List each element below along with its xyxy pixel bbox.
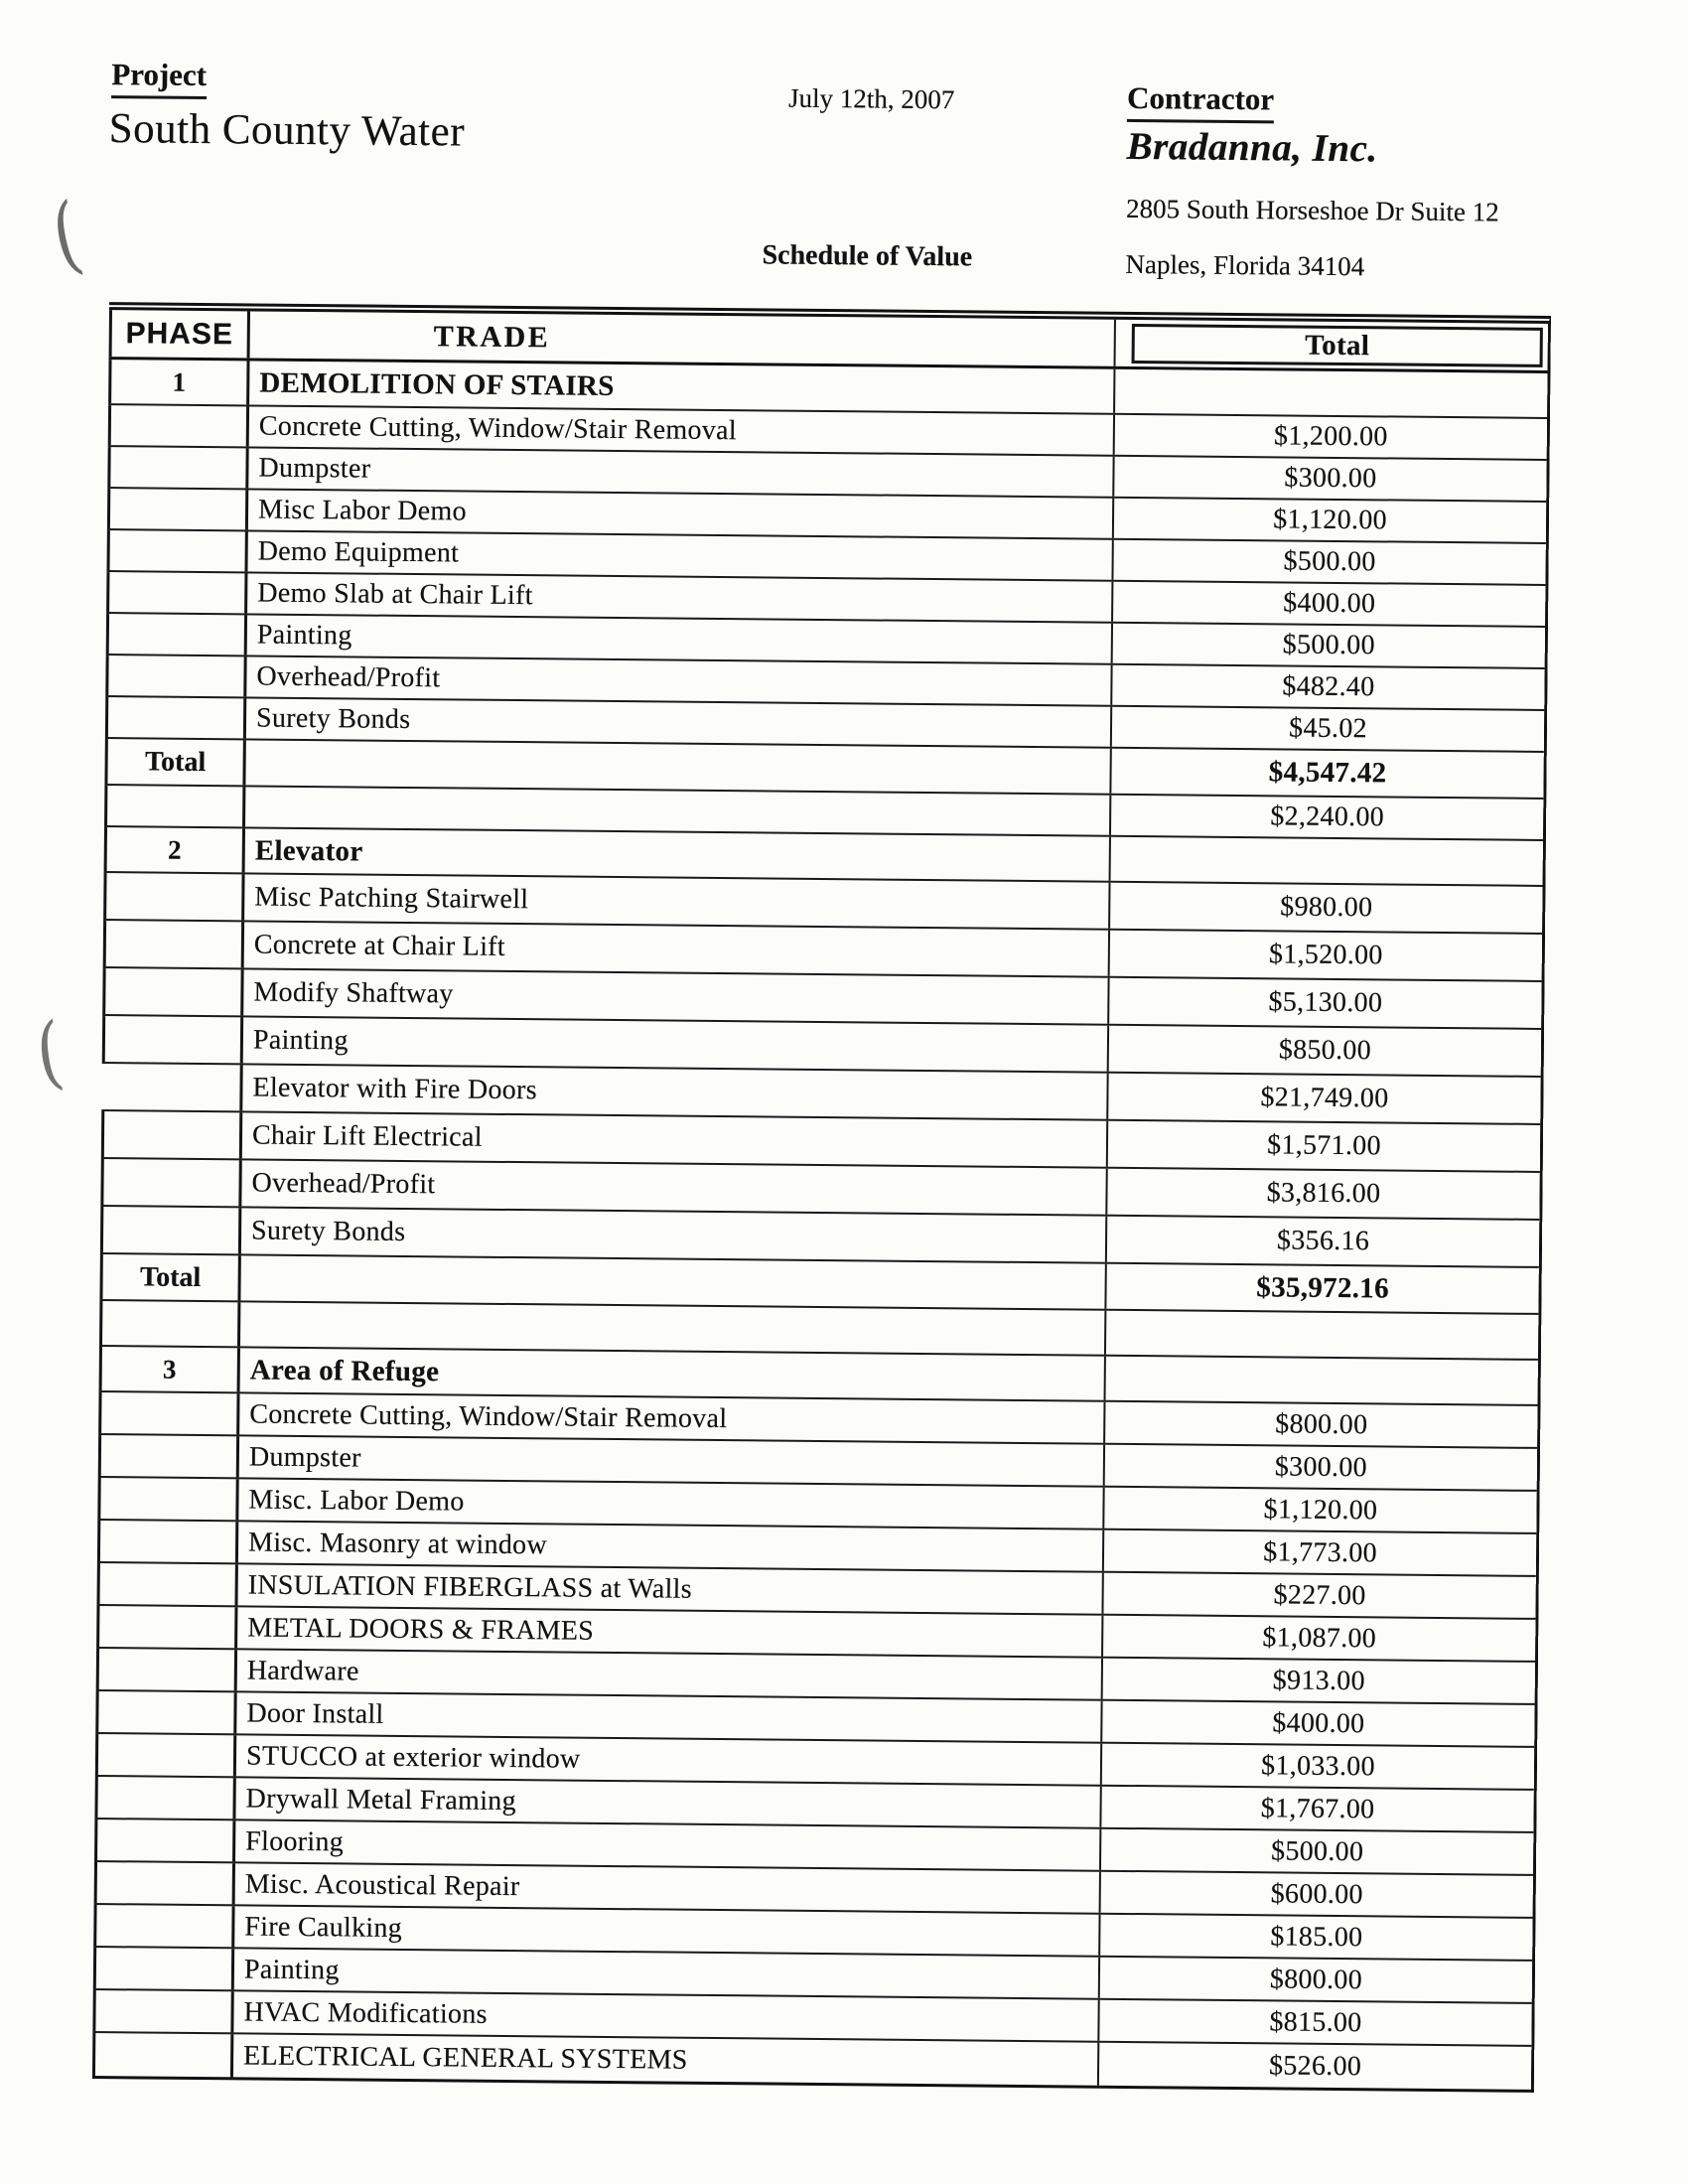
phase-cell (94, 1777, 235, 1819)
trade-cell: Surety Bonds (241, 1208, 1107, 1261)
trade-cell: Modify Shaftway (243, 969, 1109, 1023)
total-cell: $35,972.16 (1256, 1271, 1390, 1305)
total-cell: $1,120.00 (1273, 504, 1388, 536)
phase-cell (102, 1016, 243, 1063)
total-cell: $300.00 (1274, 1450, 1368, 1483)
phase-cell (105, 697, 246, 738)
project-label: Project (111, 57, 207, 99)
trade-cell: Door Install (236, 1692, 1102, 1741)
total-cell: $185.00 (1270, 1920, 1363, 1953)
total-cell: $482.40 (1282, 670, 1375, 703)
phase-cell (95, 1734, 236, 1776)
phase-cell: 3 (99, 1347, 240, 1391)
phase-cell (106, 614, 247, 655)
column-header-total: Total (1132, 324, 1543, 367)
phase-cell (98, 1392, 239, 1434)
trade-cell (245, 787, 1111, 834)
phase-cell (95, 1691, 236, 1733)
phase-cell (93, 1905, 234, 1947)
schedule-title: Schedule of Value (762, 239, 973, 273)
phase-cell (103, 921, 244, 967)
schedule-of-values-table (92, 302, 1551, 2093)
total-cell: $1,571.00 (1266, 1129, 1381, 1162)
trade-cell: Dumpster (239, 1436, 1105, 1485)
phase-cell (105, 655, 246, 696)
phase-cell (102, 968, 243, 1015)
contractor-address-line1: 2805 South Horseshoe Dr Suite 12 (1125, 193, 1499, 227)
document-date: July 12th, 2007 (787, 82, 955, 115)
total-cell: $45.02 (1288, 712, 1368, 745)
trade-cell: Misc Patching Stairwell (244, 874, 1110, 928)
total-cell: $500.00 (1283, 545, 1376, 578)
phase-cell (101, 1064, 242, 1110)
trade-cell: Misc. Acoustical Repair (235, 1863, 1101, 1912)
trade-cell: Overhead/Profit (241, 1160, 1107, 1214)
project-name: South County Water (108, 105, 466, 156)
phase-cell: Total (104, 739, 245, 785)
total-cell: $400.00 (1272, 1706, 1365, 1739)
total-cell: $5,130.00 (1268, 986, 1383, 1019)
contractor-label: Contractor (1127, 80, 1274, 123)
trade-cell (240, 1302, 1106, 1354)
total-cell: $356.16 (1276, 1225, 1370, 1257)
phase-cell (92, 1990, 233, 2032)
trade-cell: Misc Labor Demo (248, 490, 1114, 537)
phase-cell (97, 1478, 238, 1520)
phase-cell: 2 (104, 827, 245, 872)
phase-cell (100, 1159, 241, 1206)
trade-cell: DEMOLITION OF STAIRS (249, 361, 1115, 412)
total-cell: $500.00 (1270, 1834, 1364, 1867)
total-cell: $815.00 (1269, 2005, 1362, 2038)
total-cell: $980.00 (1280, 891, 1373, 924)
trade-cell: Surety Bonds (246, 698, 1112, 746)
total-cell: $913.00 (1272, 1664, 1366, 1696)
trade-cell: Overhead/Profit (246, 656, 1112, 704)
scan-artifact-curl-top: ( (44, 184, 89, 287)
trade-cell: Misc. Masonry at window (238, 1522, 1104, 1570)
trade-cell: Fire Caulking (234, 1906, 1100, 1955)
phase-cell (94, 1820, 235, 1861)
total-cell: $2,240.00 (1270, 801, 1385, 833)
trade-cell: Painting (243, 1017, 1109, 1071)
total-cell: $1,767.00 (1260, 1792, 1375, 1824)
total-cell: $227.00 (1273, 1578, 1366, 1611)
trade-cell: ELECTRICAL GENERAL SYSTEMS (233, 2034, 1099, 2085)
trade-cell (240, 1255, 1106, 1308)
phase-cell (107, 489, 248, 529)
trade-cell: Concrete at Chair Lift (244, 922, 1110, 975)
total-cell: $1,773.00 (1263, 1535, 1378, 1568)
trade-cell: INSULATION FIBERGLASS at Walls (237, 1564, 1103, 1613)
total-cell: $850.00 (1278, 1034, 1372, 1067)
phase-cell (107, 447, 248, 488)
contractor-address-line2: Naples, Florida 34104 (1125, 248, 1365, 282)
total-cell (1106, 1311, 1538, 1359)
phase-cell (93, 1948, 234, 1989)
phase-cell (108, 405, 249, 446)
trade-cell: Flooring (235, 1820, 1101, 1869)
trade-cell: Demo Slab at Chair Lift (247, 573, 1113, 621)
total-cell: $600.00 (1270, 1877, 1363, 1910)
total-cell: $526.00 (1268, 2049, 1362, 2082)
total-cell: $1,120.00 (1263, 1493, 1378, 1526)
phase-cell (106, 572, 247, 613)
phase-cell (101, 1111, 242, 1158)
column-header-phase: PHASE (109, 310, 250, 358)
total-cell: $1,520.00 (1268, 939, 1383, 971)
phase-cell: Total (99, 1254, 240, 1300)
phase-cell (96, 1649, 237, 1690)
phase-cell (94, 1862, 235, 1904)
phase-cell (103, 873, 244, 920)
trade-cell: HVAC Modifications (233, 1991, 1099, 2040)
phase-cell (98, 1435, 239, 1477)
trade-cell: Misc. Labor Demo (238, 1479, 1104, 1528)
trade-cell: METAL DOORS & FRAMES (237, 1607, 1103, 1656)
trade-cell: Elevator with Fire Doors (242, 1065, 1108, 1118)
column-header-total-cell (1116, 320, 1548, 370)
scan-artifact-curl-middle: ( (30, 1004, 69, 1100)
trade-cell: Painting (247, 615, 1113, 662)
phase-cell: 1 (108, 360, 249, 404)
total-cell: $500.00 (1282, 629, 1376, 661)
trade-cell: Painting (234, 1949, 1100, 1997)
trade-cell: Drywall Metal Framing (235, 1778, 1101, 1826)
total-cell: $1,033.00 (1260, 1749, 1375, 1782)
table-body (92, 360, 1548, 2090)
trade-cell: Demo Equipment (247, 531, 1113, 579)
phase-cell (97, 1521, 238, 1562)
trade-cell: Hardware (237, 1650, 1103, 1698)
total-cell: $400.00 (1283, 587, 1376, 620)
phase-cell (96, 1606, 237, 1648)
phase-cell (99, 1301, 240, 1346)
total-cell: $3,816.00 (1266, 1177, 1381, 1210)
total-cell: $4,547.42 (1268, 756, 1387, 790)
trade-cell: Dumpster (248, 448, 1114, 496)
total-cell: $800.00 (1275, 1407, 1368, 1440)
phase-cell (106, 530, 247, 571)
trade-cell: Elevator (245, 828, 1111, 880)
total-cell: $21,749.00 (1260, 1082, 1389, 1114)
phase-cell (92, 2033, 233, 2077)
total-cell: $800.00 (1269, 1963, 1363, 1995)
trade-cell: Area of Refuge (240, 1348, 1106, 1399)
phase-cell (104, 786, 245, 826)
trade-cell: Concrete Cutting, Window/Stair Removal (239, 1393, 1105, 1442)
trade-cell: STUCCO at exterior window (236, 1735, 1102, 1784)
total-cell (1106, 1357, 1538, 1404)
total-cell (1115, 369, 1547, 417)
total-cell: $1,200.00 (1273, 420, 1388, 453)
trade-cell: Chair Lift Electrical (242, 1112, 1108, 1166)
trade-cell (245, 740, 1111, 793)
phase-cell (97, 1563, 238, 1605)
total-cell: $1,087.00 (1262, 1621, 1377, 1654)
total-cell: $300.00 (1284, 462, 1377, 495)
contractor-name: Bradanna, Inc. (1126, 124, 1378, 171)
trade-cell: Concrete Cutting, Window/Stair Removal (249, 406, 1115, 454)
total-cell (1111, 837, 1543, 885)
phase-cell (100, 1207, 241, 1253)
column-header-trade: TRADE (250, 311, 1116, 365)
